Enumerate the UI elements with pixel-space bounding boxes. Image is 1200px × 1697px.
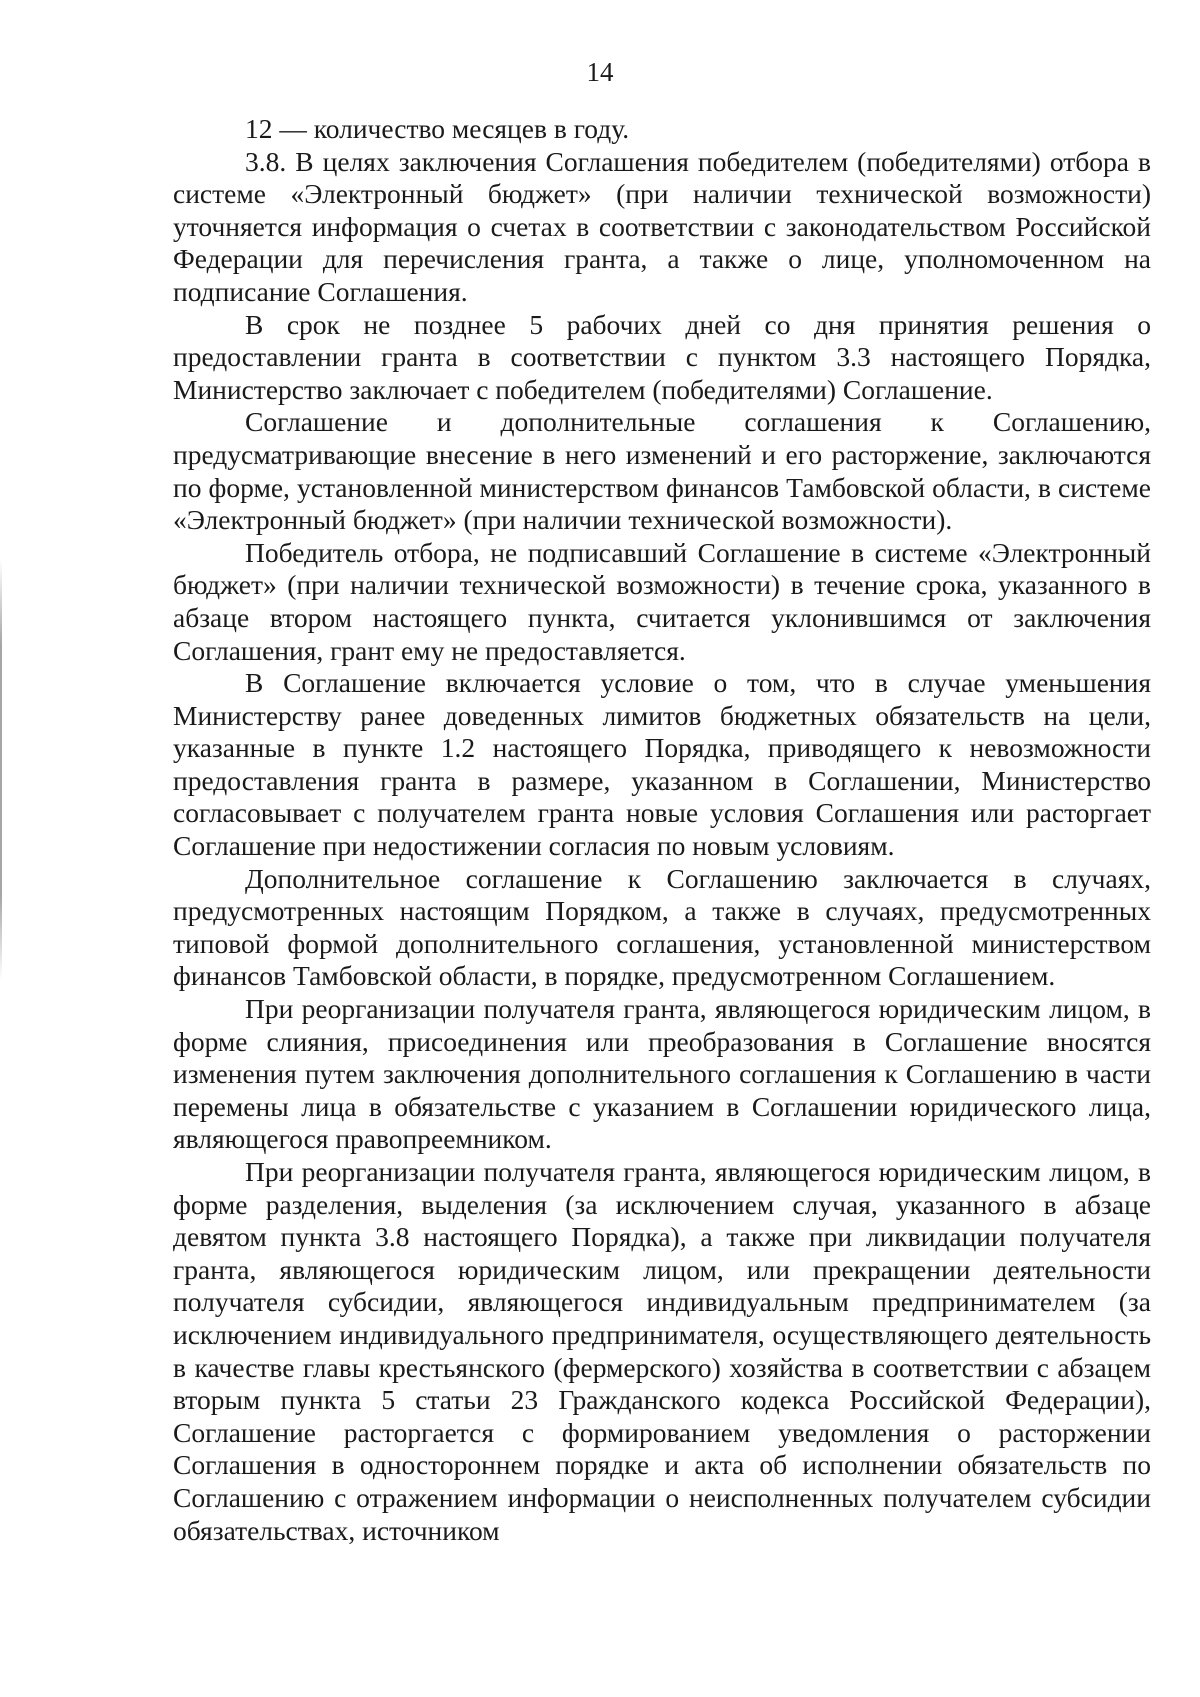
scan-edge-shadow (0, 560, 2, 980)
paragraph-limits-reduction: В Соглашение включается условие о том, что в случае уменьшения Министерству ранее доведенных лимитов бюджетных обязательств на цели, указанные в пункте 1.2 настоящего Порядка, приводящего к невозможности предоставления гранта в размере, указанном в Соглашении, Министерство согласовывает с получателем гранта новые условия Соглашения или расторгает Соглашение при недостижении согласия по новым условиям. (173, 667, 1151, 862)
page-number: 14 (586, 57, 614, 87)
paragraph-agreement-form: Соглашение и дополнительные соглашения к Соглашению, предусматривающие внесение в него изменений и его расторжение, заключаются по форме, установленной министерством финансов Тамбовской области, в системе «Электронный бюджет» (при наличии технической возможности). (173, 406, 1151, 536)
paragraph-reorganization-division: При реорганизации получателя гранта, являющегося юридическим лицом, в форме разделения, выделения (за исключением случая, указанного в абзаце девятом пункта 3.8 настоящего Порядка), а также при ликвидации получателя гранта, являющегося юридическим лицом, или прекращении деятельности получателя субсидии, являющегося индивидуальным предпринимателем (за исключением индивидуального предпринимателя, осуществляющего деятельность в качестве главы крестьянского (фермерского) хозяйства в соответствии с абзацем вторым пункта 5 статьи 23 Гражданского кодекса Российской Федерации), Соглашение расторгается с формированием уведомления о расторжении Соглашения в одностороннем порядке и акта об исполнении обязательств по Соглашению с отражением информации о неисполненных получателем субсидии обязательствах, источником (173, 1156, 1151, 1546)
paragraph-additional-agreement: Дополнительное соглашение к Соглашению заключается в случаях, предусмотренных настоящим Порядком, а также в случаях, предусмотренных типовой формой дополнительного соглашения, установленной министерством финансов Тамбовской области, в порядке, предусмотренном Соглашением. (173, 862, 1151, 992)
paragraph-winner-declined: Победитель отбора, не подписавший Соглашение в системе «Электронный бюджет» (при наличии технической возможности) в течение срока, указанного в абзаце втором настоящего пункта, считается уклонившимся от заключения Соглашения, грант ему не предоставляется. (173, 536, 1151, 666)
body-text (173, 113, 1151, 1547)
paragraph-agreement-deadline: В срок не позднее 5 рабочих дней со дня принятия решения о предоставлении гранта в соответствии с пунктом 3.3 настоящего Порядка, Министерство заключает с победителем (победителями) Соглашение. (173, 308, 1151, 405)
paragraph-3-8-accounts: 3.8. В целях заключения Соглашения победителем (победителями) отбора в системе «Электронный бюджет» (при наличии технической возможности) уточняется информация о счетах в соответствии с законодательством Российской Федерации для перечисления гранта, а также о лице, уполномоченном на подписание Соглашения. (173, 145, 1151, 307)
paragraph-months-note: 12 — количество месяцев в году. (245, 113, 630, 144)
paragraph-reorganization-merger: При реорганизации получателя гранта, являющегося юридическим лицом, в форме слияния, присоединения или преобразования в Соглашение вносятся изменения путем заключения дополнительного соглашения к Соглашению в части перемены лица в обязательстве с указанием в Соглашении юридического лица, являющегося правопреемником. (173, 993, 1151, 1155)
